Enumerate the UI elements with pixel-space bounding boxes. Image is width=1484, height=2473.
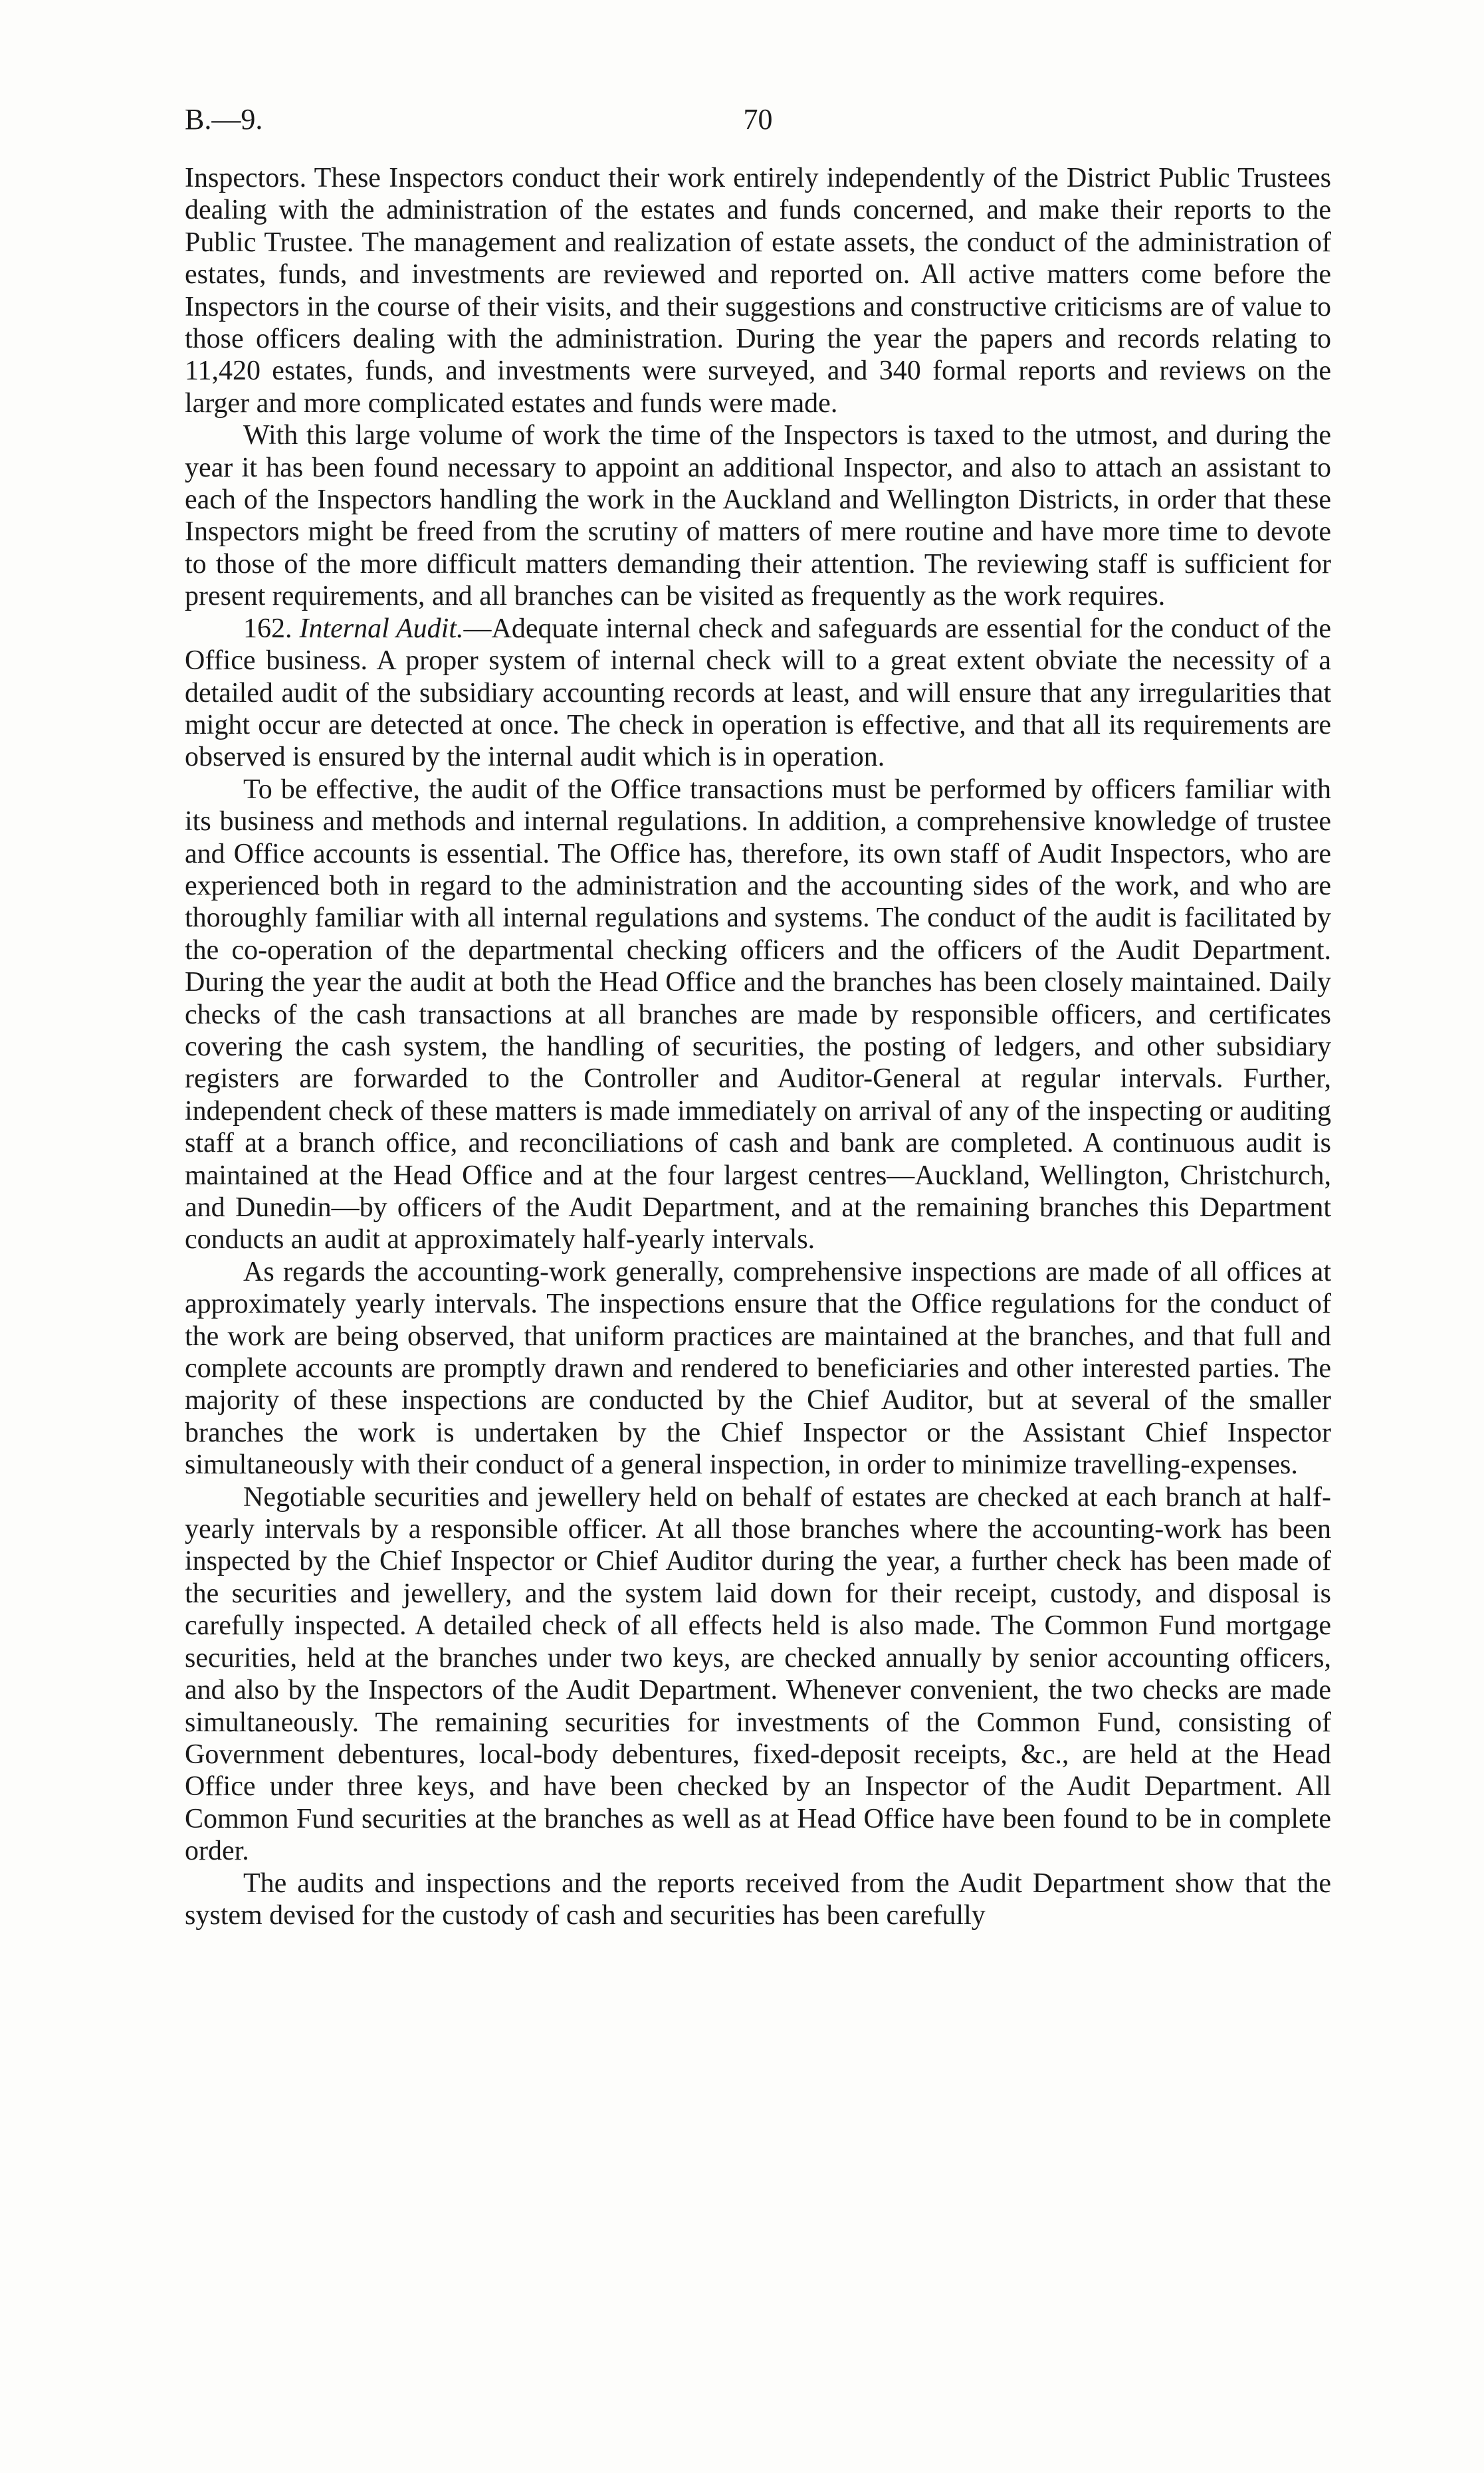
paragraph-text: The audits and inspections and the reports received from the Audit Department show that the system devised for the custody of cash and securities has been carefully [185,1868,1331,1931]
paragraph-text: As regards the accounting-work generally, comprehensive inspections are made of all offices at approximately yearly intervals. The inspections ensure that the Office regulations for the conduct of the work are being observed, that uniform practices are maintained at the branches, and that full and complete accounts are promptly drawn and rendered to beneficiaries and other interested parties. The majority of these inspections are conducted by the Chief Auditor, but at several of the smaller branches the work is undertaken by the Chief Inspector or the Assistant Chief Inspector simultaneously with their conduct of a general inspection, in order to minimize travelling-expenses. [185,1256,1331,1481]
paragraph-text: Inspectors. These Inspectors conduct their work entirely independently of the District Public Trustees dealing with the administration of the estates and funds concerned, and make their reports to the Public Trustee. The management and realization of estate assets, the conduct of the administration of estates, funds, and investments are reviewed and reported on. All active matters come before the Inspectors in the course of their visits, and their suggestions and constructive criticisms are of value to those officers dealing with the administration. During the year the papers and records relating to 11,420 estates, funds, and investments were surveyed, and 340 formal reports and reviews on the larger and more complicated estates and funds were made. [185,163,1331,419]
paragraph [185,1868,1331,1932]
paragraph-text: To be effective, the audit of the Office transactions must be performed by officers familiar with its business and methods and internal regulations. In addition, a comprehensive knowledge of trustee and Office accounts is essential. The Office has, therefore, its own staff of Audit Inspectors, who are experienced both in regard to the administration and the accounting sides of the work, and who are thoroughly familiar with all internal regulations and systems. The conduct of the audit is facilitated by the co-operation of the departmental checking officers and the officers of the Audit Department. During the year the audit at both the Head Office and the branches has been closely maintained. Daily checks of the cash transactions at all branches are made by responsible officers, and certificates covering the cash system, the handling of securities, the posting of ledgers, and other subsidiary registers are forwarded to the Controller and Auditor-General at regular intervals. Further, independent check of these matters is made immediately on arrival of any of the inspecting or auditing staff at a branch office, and reconciliations of cash and bank are completed. A continuous audit is maintained at the Head Office and at the four largest centres—Auckland, Wellington, Christchurch, and Dunedin—by officers of the Audit Department, and at the remaining branches this Department conducts an audit at approximately half-yearly intervals. [185,774,1331,1255]
paragraph-section-162 [185,613,1331,774]
document-code: B.—9. [185,103,263,136]
paragraph [185,774,1331,1256]
page-number: 70 [743,103,773,136]
paragraph-text: Negotiable securities and jewellery held on behalf of estates are checked at each branch at half-yearly intervals by a responsible officer. At all those branches where the accounting-work has been inspected by the Chief Inspector or Chief Auditor during the year, a further check has been made of the securities and jewellery, and the system laid down for their receipt, custody, and disposal is carefully inspected. A detailed check of all effects held is also made. The Common Fund mortgage securities, held at the branches under two keys, are checked annually by senior accounting officers, and also by the Inspectors of the Audit Department. Whenever convenient, the two checks are made simultaneously. The remaining securities for investments of the Common Fund, consisting of Government debentures, local-body debentures, fixed-deposit receipts, &c., are held at the Head Office under three keys, and have been checked by an Inspector of the Audit Department. All Common Fund securities at the branches as well as at Head Office have been found to be in complete order. [185,1481,1331,1867]
paragraph [185,1481,1331,1868]
document-body [185,162,1331,1931]
paragraph [185,162,1331,419]
section-number: 162. [243,613,292,644]
paragraph-text: With this large volume of work the time of the Inspectors is taxed to the utmost, and during the year it has been found necessary to appoint an additional Inspector, and also to attach an assistant to each of the Inspectors handling the work in the Auckland and Wellington Districts, in order that these Inspectors might be freed from the scrutiny of matters of mere routine and have more time to devote to those of the more difficult matters demanding their attention. The reviewing staff is sufficient for present requirements, and all branches can be visited as frequently as the work requires. [185,420,1331,612]
paragraph [185,1256,1331,1481]
page-header [185,100,1331,140]
paragraph-text: —Adequate internal check and safeguards are essential for the conduct of the Office business. A proper system of internal check will to a great extent obviate the necessity of a detailed audit of the subsidiary accounting records at least, and will ensure that any irregularities that might occur are detected at once. The check in operation is effective, and that all its requirements are observed is ensured by the internal audit which is in operation. [185,613,1332,773]
paragraph [185,419,1331,612]
section-heading: Internal Audit. [299,613,464,644]
